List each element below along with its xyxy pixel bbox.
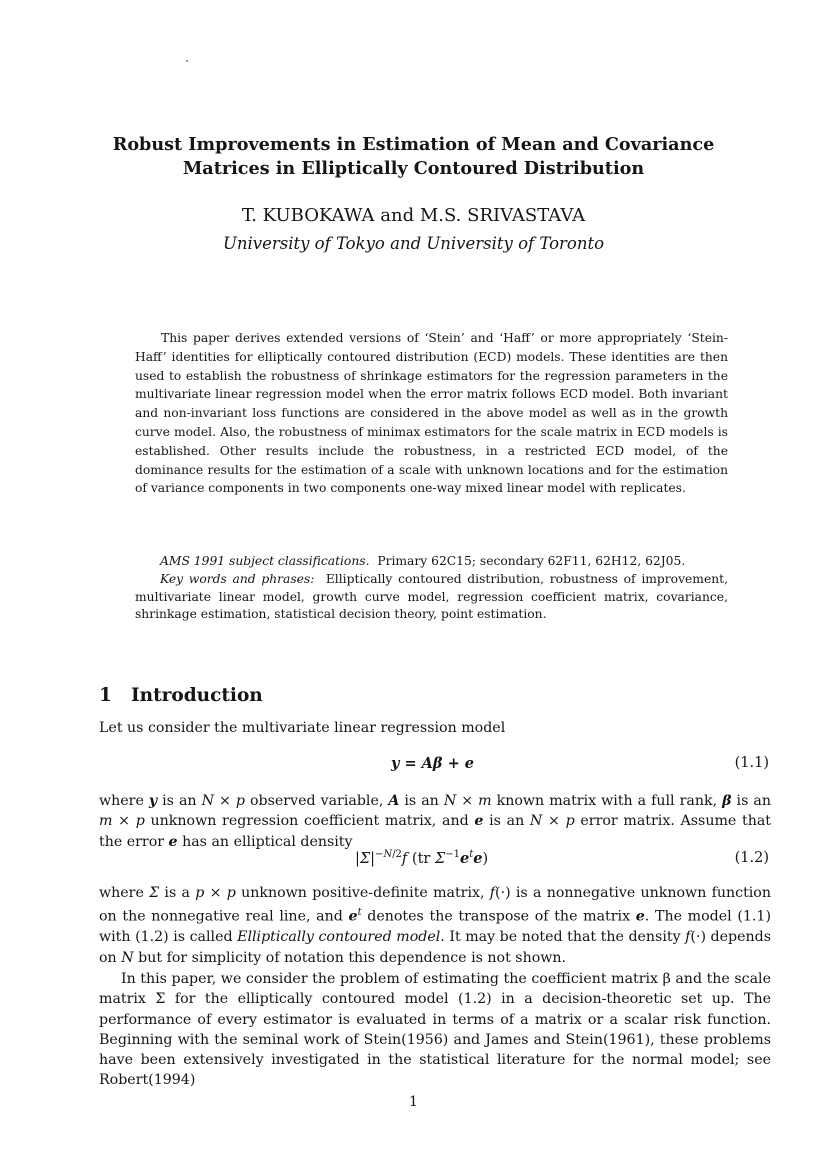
section-heading — [99, 684, 727, 708]
ams-text: Primary 62C15; secondary 62F11, 62H12, 62J05. — [377, 554, 686, 568]
section-title: Introduction — [131, 685, 263, 706]
paragraph-problem-statement — [99, 969, 771, 1091]
keywords-label: Key words and phrases: — [160, 571, 315, 586]
paragraph-density-definition: where Σ is a p × p unknown positive-definite matrix, f(·) is a nonnegative unknown function on the nonnegative real line, and $e^t$ denotes the transpose of the matrix e. The model (1.1) with (1.2) is called Elliptically contoured model. It may be noted that the density f(·) depends on N but for simplicity of notation this dependence is not shown. — [99, 885, 772, 966]
page-number: 1 — [409, 1094, 418, 1110]
equation-1-1 — [99, 755, 771, 779]
equation-1-1-label: (1.1) — [734, 755, 769, 771]
equation-1-1-formula: y = Aβ + e — [391, 755, 475, 772]
key-words — [135, 571, 728, 624]
scan-speck — [186, 60, 188, 62]
paragraph-model-definition: where y is an N × p observed variable, A is an N × m known matrix with a full rank, β is an m × p unknown regression coefficient matrix, and e is an N × p error matrix. Assume that the error e has an elliptical density — [99, 793, 772, 850]
equation-1-2-label: (1.2) — [734, 850, 769, 866]
title-line-2: Matrices in Elliptically Contoured Distribution — [182, 158, 645, 179]
intro-sentence: Let us consider the multivariate linear regression model — [99, 720, 506, 736]
abstract — [135, 329, 728, 498]
section-number: 1 — [99, 685, 112, 706]
classification-block — [135, 553, 728, 624]
paper-title — [100, 133, 727, 181]
affiliation: University of Tokyo and University of Toronto — [222, 234, 605, 253]
ams-classification — [135, 553, 728, 571]
equation-1-2-formula: $|\Sigma|^{-N/2}f$ (tr $\Sigma^{-1}e^te$) — [355, 849, 489, 867]
equation-1-2 — [99, 849, 771, 873]
authors: T. KUBOKAWA and M.S. SRIVASTAVA — [241, 205, 586, 226]
title-line-1: Robust Improvements in Estimation of Mean and Covariance — [112, 134, 715, 155]
keywords-text: Elliptically contoured distribution, robustness of improvement, multivariate linear model, growth curve model, regression coefficient matrix, covariance, shrinkage estimation, statistical decision theory, point estimation. — [135, 571, 728, 622]
ams-label: AMS 1991 subject classifications. — [160, 554, 370, 568]
abstract-text: This paper derives extended versions of ‘Stein’ and ‘Haff’ or more appropriately ‘Stein-Haff’ identities for elliptically contoured distribution (ECD) models. These identities are then used to establish the robustness of shrinkage estimators for the regression parameters in the multivariate linear regression model when the error matrix follows ECD model. Both invariant and non-invariant loss functions are considered in the above model as well as in the growth curve model. Also, the robustness of minimax estimators for the scale matrix in ECD models is established. Other results include the robustness, in a restricted ECD model, of the dominance results for the estimation of a scale with unknown locations and for the estimation of variance components in two components one-way mixed linear model with replicates. — [135, 331, 728, 496]
main-paragraph-text: In this paper, we consider the problem of estimating the coefficient matrix β and the scale matrix Σ for the elliptically contoured model (1.2) in a decision-theoretic set up. The performance of every estimator is evaluated in terms of a matrix or a scalar risk function. Beginning with the seminal work of Stein(1956) and James and Stein(1961), these problems have been extensively investigated in the statistical literature for the normal model; see Robert(1994) — [99, 971, 771, 1089]
